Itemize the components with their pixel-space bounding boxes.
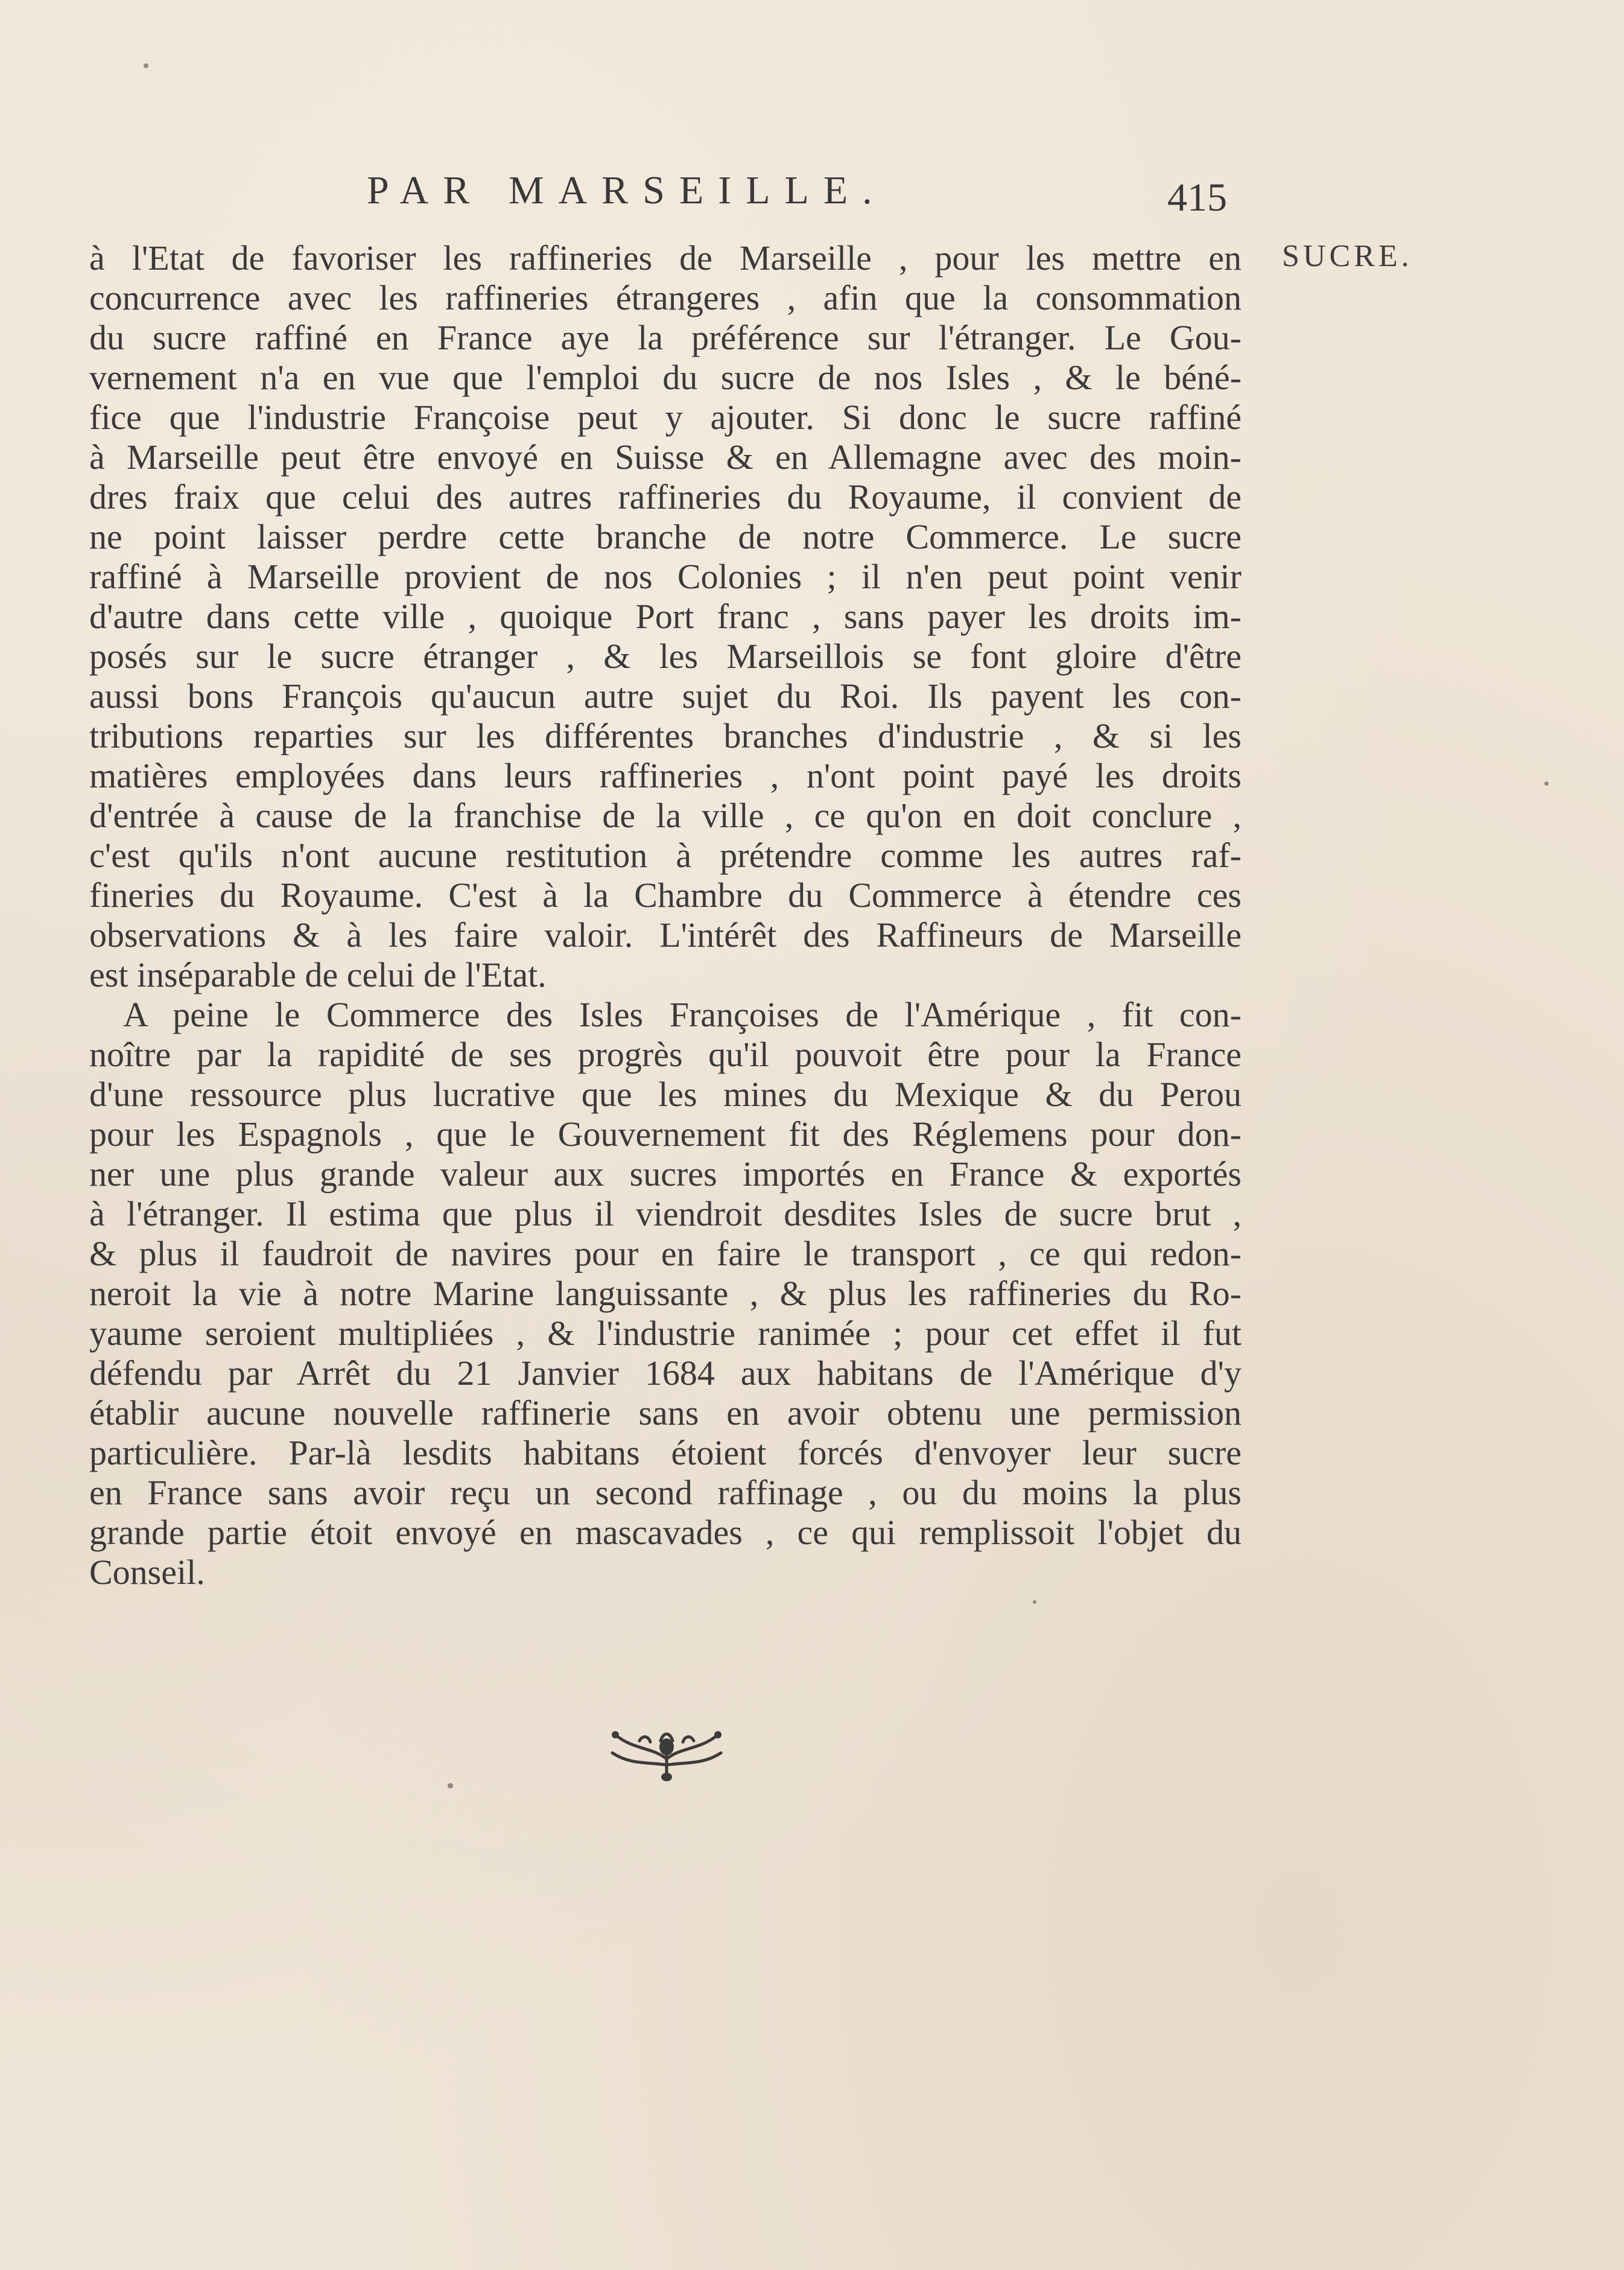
body-text (89, 238, 1242, 1592)
text-line: yaume seroient multipliées , & l'industrie ranimée ; pour cet effet il fut (89, 1314, 1242, 1353)
paragraph-1 (89, 238, 1242, 995)
paper-speck (144, 63, 148, 68)
text-line: est inséparable de celui de l'Etat. (89, 955, 547, 994)
text-line: tributions reparties sur les différentes branches d'industrie , & si les (89, 716, 1242, 755)
text-line: ner une plus grande valeur aux sucres importés en France & exportés (89, 1154, 1242, 1194)
text-line: posés sur le sucre étranger , & les Marseillois se font gloire d'être (89, 637, 1242, 676)
paper-speck (1033, 1600, 1036, 1604)
text-line: & plus il faudroit de navires pour en faire le transport , ce qui redon- (89, 1234, 1242, 1273)
text-line: A peine le Commerce des Isles Françoises de l'Amérique , fit con- (123, 995, 1242, 1034)
text-line: à l'étranger. Il estima que plus il viendroit desdites Isles de sucre brut , (89, 1194, 1242, 1233)
text-line: fineries du Royaume. C'est à la Chambre du Commerce à étendre ces (89, 876, 1242, 915)
text-line: c'est qu'ils n'ont aucune restitution à prétendre comme les autres raf- (89, 836, 1242, 875)
text-line: particulière. Par-là lesdits habitans étoient forcés d'envoyer leur sucre (89, 1433, 1242, 1472)
text-line: établir aucune nouvelle raffinerie sans en avoir obtenu une permission (89, 1393, 1242, 1432)
text-line: ne point laisser perdre cette branche de notre Commerce. Le sucre (89, 517, 1242, 556)
paper-speck (448, 1783, 453, 1788)
text-line: d'une ressource plus lucrative que les mines du Mexique & du Perou (89, 1075, 1242, 1114)
text-line: Conseil. (89, 1553, 205, 1592)
text-line: fice que l'industrie Françoise peut y ajouter. Si donc le sucre raffiné (89, 398, 1242, 437)
text-line: grande partie étoit envoyé en mascavades , ce qui remplissoit l'objet du (89, 1513, 1242, 1552)
text-line: d'autre dans cette ville , quoique Port franc , sans payer les droits im- (89, 597, 1242, 636)
margin-note: SUCRE. (1282, 239, 1413, 273)
paper-speck (1544, 781, 1549, 786)
text-line: noître par la rapidité de ses progrès qu'il pouvoit être pour la France (89, 1035, 1242, 1074)
text-line: défendu par Arrêt du 21 Janvier 1684 aux habitans de l'Amérique d'y (89, 1353, 1242, 1393)
running-head: PAR MARSEILLE. (367, 168, 887, 212)
text-line: raffiné à Marseille provient de nos Colonies ; il n'en peut point venir (89, 557, 1242, 596)
text-line: vernement n'a en vue que l'emploi du sucre de nos Isles , & le béné- (89, 358, 1242, 397)
text-line: du sucre raffiné en France aye la préférence sur l'étranger. Le Gou- (89, 318, 1242, 357)
text-line: à l'Etat de favoriser les raffineries de Marseille , pour les mettre en (89, 238, 1242, 278)
text-line: aussi bons François qu'aucun autre sujet du Roi. Ils payent les con- (89, 676, 1242, 716)
text-line: d'entrée à cause de la franchise de la ville , ce qu'on en doit conclure , (89, 796, 1242, 835)
text-line: concurrence avec les raffineries étrangeres , afin que la consommation (89, 278, 1242, 317)
page-number: 415 (1167, 176, 1227, 220)
text-line: en France sans avoir reçu un second raffinage , ou du moins la plus (89, 1473, 1242, 1512)
text-line: neroit la vie à notre Marine languissante , & plus les raffineries du Ro- (89, 1274, 1242, 1313)
text-line: pour les Espagnols , que le Gouvernement fit des Réglemens pour don- (89, 1114, 1242, 1154)
fleuron-ornament-icon (603, 1723, 730, 1783)
paragraph-2 (89, 995, 1242, 1592)
text-line: observations & à les faire valoir. L'intérêt des Raffineurs de Marseille (89, 915, 1242, 955)
text-line: à Marseille peut être envoyé en Suisse & en Allemagne avec des moin- (89, 437, 1242, 477)
text-line: dres fraix que celui des autres raffineries du Royaume, il convient de (89, 477, 1242, 517)
text-line: matières employées dans leurs raffineries , n'ont point payé les droits (89, 756, 1242, 795)
